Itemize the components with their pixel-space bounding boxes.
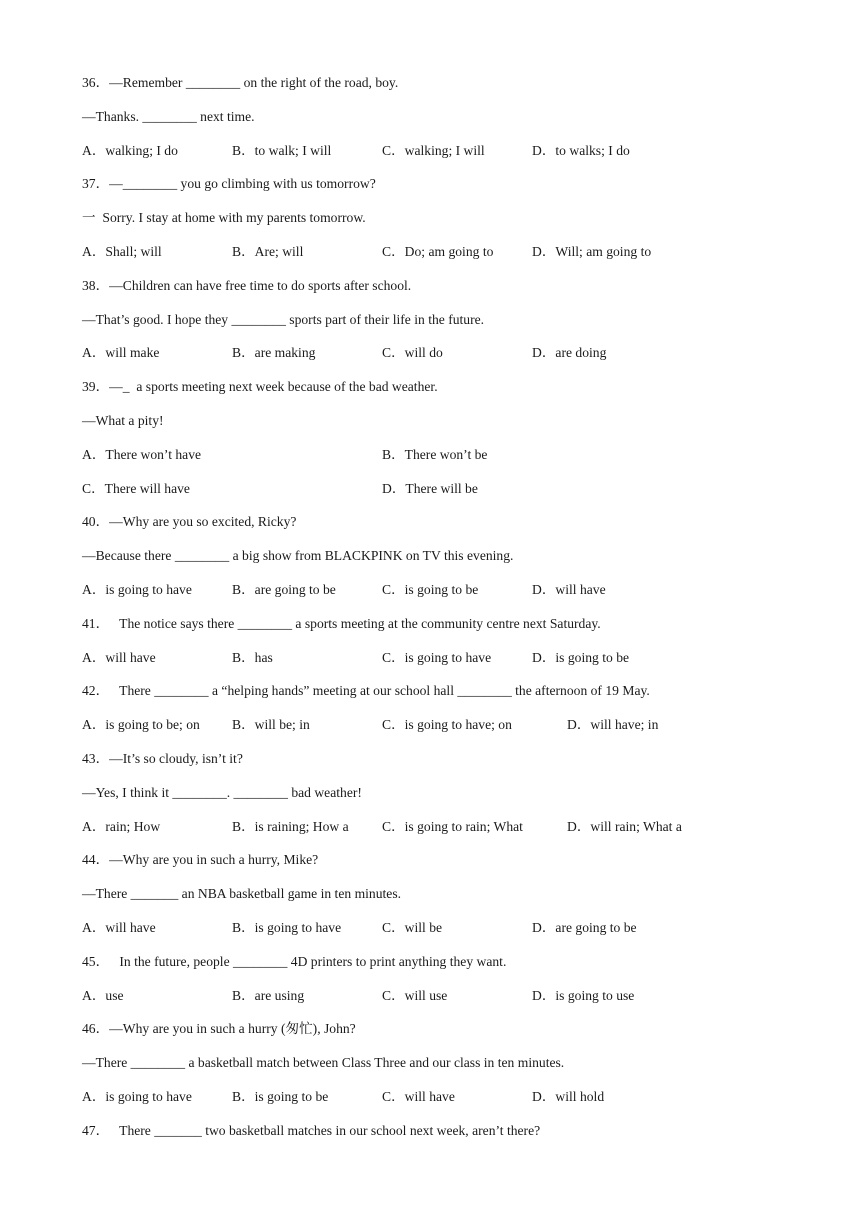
answer-option[interactable]: B．is raining; How a <box>232 819 349 834</box>
answer-option[interactable]: C．will be <box>382 920 443 935</box>
answer-option[interactable]: D．is going to use <box>532 988 635 1003</box>
question-stem: 43．—It’s so cloudy, isn’t it? <box>82 751 243 766</box>
answer-option[interactable]: B．are using <box>232 988 305 1003</box>
question-stem: 36．—Remember ________ on the right of the road, boy. <box>82 75 399 90</box>
answer-option[interactable]: D．are doing <box>532 345 607 360</box>
question-stem: 42． There ________ a “helping hands” meeting at our school hall ________ the afternoon of 19 May. <box>82 683 650 698</box>
answer-option[interactable]: B．are making <box>232 345 316 360</box>
dialogue-line: —Because there ________ a big show from BLACKPINK on TV this evening. <box>82 548 514 563</box>
answer-option[interactable]: D．will hold <box>532 1089 605 1104</box>
answer-option[interactable]: C．is going to be <box>382 582 479 597</box>
answer-option[interactable]: B．will be; in <box>232 717 310 732</box>
answer-option[interactable]: C．is going to have <box>382 650 492 665</box>
answer-option[interactable]: B．are going to be <box>232 582 336 597</box>
dialogue-line: 一 Sorry. I stay at home with my parents tomorrow. <box>82 210 366 225</box>
answer-option[interactable]: D．will rain; What a <box>567 819 682 834</box>
answer-option[interactable]: C．will do <box>382 345 443 360</box>
dialogue-line: —There ________ a basketball match between Class Three and our class in ten minutes. <box>82 1055 565 1070</box>
answer-option[interactable]: C．will use <box>382 988 448 1003</box>
question-stem: 41． The notice says there ________ a sports meeting at the community centre next Saturday. <box>82 616 601 631</box>
answer-option[interactable]: A．will make <box>82 345 160 360</box>
answer-option[interactable]: A．rain; How <box>82 819 161 834</box>
answer-option[interactable]: B．is going to have <box>232 920 342 935</box>
answer-option[interactable]: D．is going to be <box>532 650 630 665</box>
answer-option[interactable]: A．walking; I do <box>82 143 178 158</box>
answer-option[interactable]: A．is going to have <box>82 1089 192 1104</box>
answer-option[interactable]: C．is going to rain; What <box>382 819 523 834</box>
question-stem: 39．—_ a sports meeting next week because of the bad weather. <box>82 379 438 394</box>
answer-option[interactable]: A．There won’t have <box>82 447 202 462</box>
answer-option[interactable]: D．Will; am going to <box>532 244 652 259</box>
answer-option[interactable]: A．is going to be; on <box>82 717 200 732</box>
answer-option[interactable]: D．will have <box>532 582 606 597</box>
answer-option[interactable]: C．is going to have; on <box>382 717 512 732</box>
answer-option[interactable]: C．will have <box>382 1089 455 1104</box>
question-stem: 47． There _______ two basketball matches in our school next week, aren’t there? <box>82 1123 541 1138</box>
question-stem: 40．—Why are you so excited, Ricky? <box>82 514 297 529</box>
answer-option[interactable]: A．use <box>82 988 124 1003</box>
answer-option[interactable]: A．will have <box>82 650 156 665</box>
question-stem: 46．—Why are you in such a hurry (匆忙), John? <box>82 1021 356 1036</box>
answer-option[interactable]: C．walking; I will <box>382 143 485 158</box>
answer-option[interactable]: A．is going to have <box>82 582 192 597</box>
answer-option[interactable]: B．There won’t be <box>382 447 488 462</box>
dialogue-line: —That’s good. I hope they ________ sports part of their life in the future. <box>82 312 485 327</box>
answer-option[interactable]: B．has <box>232 650 273 665</box>
answer-option[interactable]: C．There will have <box>82 481 190 496</box>
dialogue-line: —There _______ an NBA basketball game in ten minutes. <box>82 886 402 901</box>
answer-option[interactable]: B．to walk; I will <box>232 143 332 158</box>
answer-option[interactable]: A．Shall; will <box>82 244 162 259</box>
dialogue-line: —Yes, I think it ________. ________ bad weather! <box>82 785 362 800</box>
answer-option[interactable]: B．is going to be <box>232 1089 329 1104</box>
dialogue-line: —What a pity! <box>82 413 164 428</box>
answer-option[interactable]: C．Do; am going to <box>382 244 494 259</box>
question-stem: 37．—________ you go climbing with us tomorrow? <box>82 176 376 191</box>
question-stem: 38．—Children can have free time to do sports after school. <box>82 278 412 293</box>
dialogue-line: —Thanks. ________ next time. <box>82 109 255 124</box>
answer-option[interactable]: D．will have; in <box>567 717 659 732</box>
question-stem: 45． In the future, people ________ 4D printers to print anything they want. <box>82 954 507 969</box>
answer-option[interactable]: A．will have <box>82 920 156 935</box>
answer-option[interactable]: D．There will be <box>382 481 478 496</box>
answer-option[interactable]: B．Are; will <box>232 244 304 259</box>
question-stem: 44．—Why are you in such a hurry, Mike? <box>82 852 319 867</box>
answer-option[interactable]: D．to walks; I do <box>532 143 630 158</box>
answer-option[interactable]: D．are going to be <box>532 920 637 935</box>
